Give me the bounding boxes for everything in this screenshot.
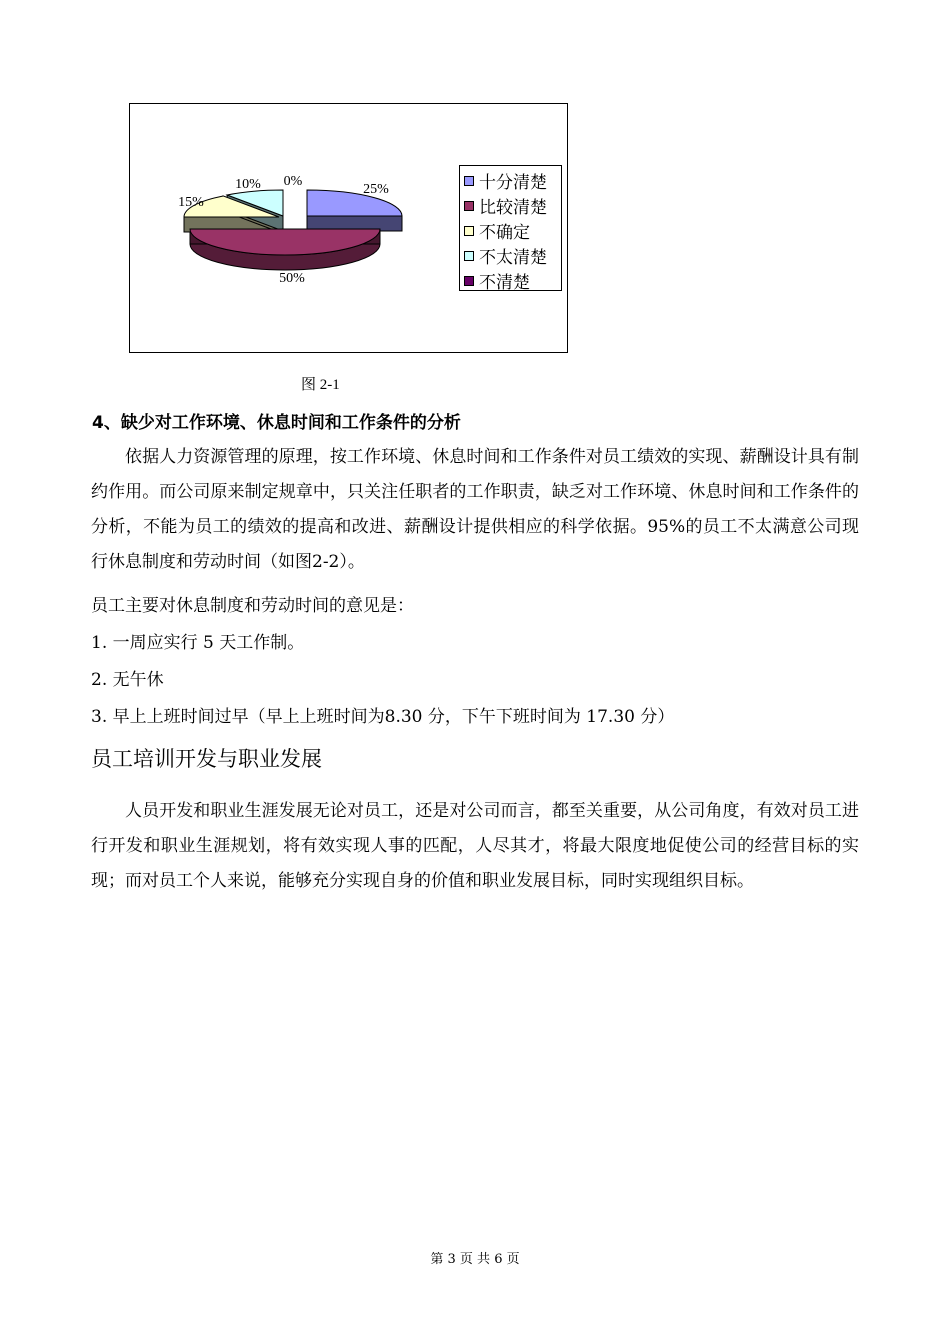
legend-swatch-icon [464, 276, 474, 286]
pie-data-label: 15% [178, 195, 204, 210]
list-item: 2. 无午休 [91, 670, 164, 690]
chart-legend [459, 165, 562, 291]
legend-swatch-icon [464, 251, 474, 261]
legend-item [464, 218, 561, 243]
pie-data-label: 50% [279, 271, 305, 286]
legend-item [464, 168, 561, 193]
body-paragraph: 人员开发和职业生涯发展无论对员工，还是对公司而言，都至关重要，从公司角度，有效对员工进行开发和职业生涯规划，将有效实现人事的匹配，人尽其才，将最大限度地促使公司的经营目标的实现；而对员工个人来说，能够充分实现自身的价值和职业发展目标，同时实现组织目标。 [91, 801, 859, 891]
pie-data-label: 10% [235, 177, 261, 192]
legend-swatch-icon [464, 176, 474, 186]
legend-label: 不清楚 [479, 273, 530, 293]
list-item: 3. 早上上班时间过早（早上上班时间为8.30 分，下午下班时间为 17.30 分） [91, 707, 675, 727]
list-item: 1. 一周应实行 5 天工作制。 [91, 633, 305, 653]
pie-data-label: 25% [363, 182, 389, 197]
legend-label: 不确定 [479, 223, 530, 243]
legend-item [464, 268, 561, 293]
legend-swatch-icon [464, 226, 474, 236]
page-footer: 第 3 页 共 6 页 [430, 1252, 520, 1267]
legend-label: 十分清楚 [479, 173, 547, 193]
legend-item [464, 243, 561, 268]
section-title: 员工培训开发与职业发展 [91, 747, 322, 771]
legend-label: 不太清楚 [479, 248, 547, 268]
section-4-heading: 4、缺少对工作环境、休息时间和工作条件的分析 [92, 413, 461, 433]
figure-caption: 图 2-1 [301, 377, 340, 393]
pie-chart-figure [129, 103, 568, 353]
pie-data-label: 0% [283, 174, 303, 189]
body-paragraph: 依据人力资源管理的原理，按工作环境、休息时间和工作条件对员工绩效的实现、薪酬设计具有制约作用。而公司原来制定规章中，只关注任职者的工作职责，缺乏对工作环境、休息时间和工作条件的分析，不能为员工的绩效的提高和改进、薪酬设计提供相应的科学依据。95%的员工不太满意公司现行休息制度和劳动时间（如图2-2）。 [91, 447, 859, 572]
legend-swatch-icon [464, 201, 474, 211]
legend-label: 比较清楚 [479, 198, 547, 218]
opinions-intro: 员工主要对休息制度和劳动时间的意见是： [91, 596, 414, 616]
legend-item [464, 193, 561, 218]
